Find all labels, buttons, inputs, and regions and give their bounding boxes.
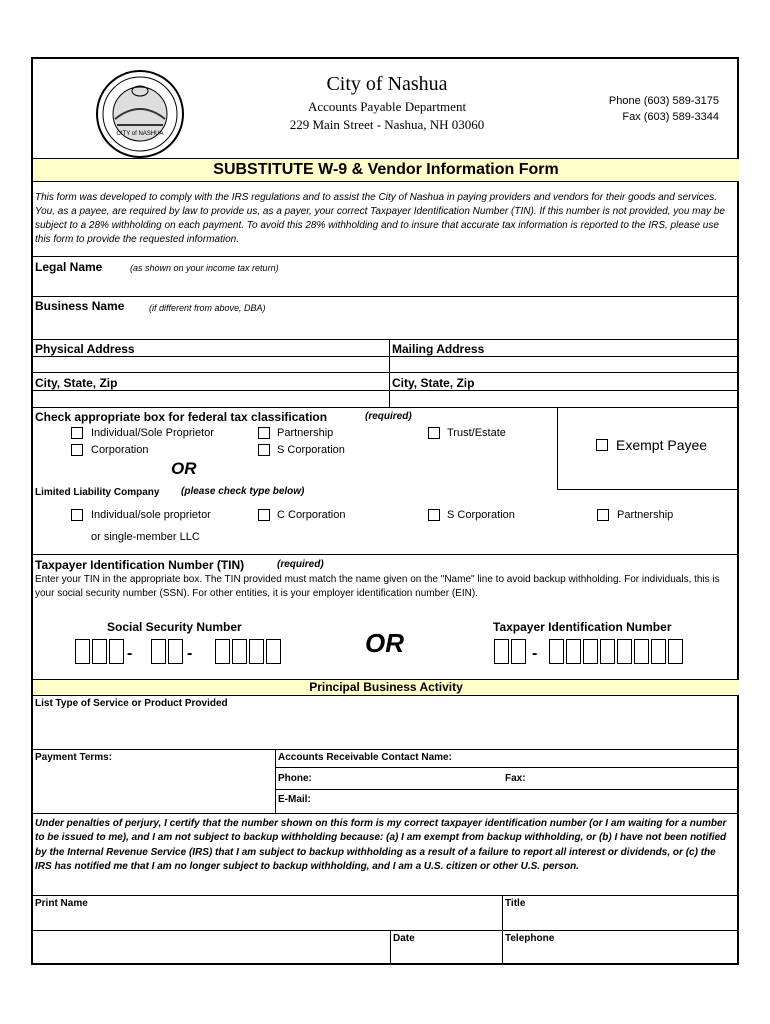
llc-s-corporation-checkbox[interactable] [428, 509, 440, 521]
header-fax: Fax (603) 589-3344 [622, 111, 719, 123]
trust-estate-checkbox[interactable] [428, 427, 440, 439]
header-phone: Phone (603) 589-3175 [608, 95, 719, 107]
principal-activity-title: Principal Business Activity [33, 680, 739, 695]
llc-c-corporation-label: C Corporation [277, 509, 346, 521]
ein-digit-2[interactable] [511, 639, 526, 664]
llc-s-corporation-label: S Corporation [447, 509, 515, 521]
ssn-label: Social Security Number [107, 620, 242, 634]
print-name-label: Print Name [35, 898, 88, 909]
ssn-digit-5[interactable] [168, 639, 183, 664]
ssn-digit-3[interactable] [109, 639, 124, 664]
business-name-label: Business Name [35, 299, 125, 313]
city-name: City of Nashua [326, 73, 448, 95]
trust-estate-label: Trust/Estate [447, 427, 506, 439]
phone-label: Phone: [278, 773, 312, 784]
corporation-checkbox[interactable] [71, 444, 83, 456]
form-frame [31, 57, 739, 965]
email-label: E-Mail: [278, 794, 311, 805]
title-label: Title [505, 898, 526, 909]
fax-label: Fax: [505, 773, 526, 784]
exempt-payee-label: Exempt Payee [616, 437, 708, 453]
ar-contact-label: Accounts Receivable Contact Name: [278, 752, 452, 763]
business-name-hint: (if different from above, DBA) [149, 303, 266, 313]
ssn-digit-2[interactable] [92, 639, 107, 664]
llc-sub-label: or single-member LLC [91, 531, 200, 543]
certification-text: Under penalties of perjury, I certify that the number shown on this form is my correct taxpayer identification number (or I am waiting for a number to be issued to me), and I am not subject to backup withholding because: (a) I am exempt from backup withholding, or (b) I have not been notified by the Internal Revenue Service (IRS) that I am subject to backup withholding as a result of a failure to report all interest or dividends, or (c) the IRS has notified me that I am no longer subject to backup withholding, and I am a U.S. citizen or other U.S. person. [35, 818, 727, 873]
partnership-checkbox[interactable] [258, 427, 270, 439]
ein-digit-3[interactable] [549, 639, 564, 664]
mailing-address-label: Mailing Address [392, 342, 485, 356]
llc-individual-checkbox[interactable] [71, 509, 83, 521]
telephone-label: Telephone [505, 933, 555, 944]
s-corporation-label: S Corporation [277, 444, 345, 456]
service-label: List Type of Service or Product Provided [35, 698, 228, 709]
ssn-digit-4[interactable] [151, 639, 166, 664]
individual-sole-proprietor-label: Individual/Sole Proprietor [91, 427, 214, 439]
llc-hint: (please check type below) [181, 486, 305, 497]
partnership-label: Partnership [277, 427, 334, 439]
city-state-zip-right: City, State, Zip [392, 376, 475, 390]
ssn-dash-2: - [187, 645, 193, 662]
tin-or: OR [365, 628, 404, 658]
llc-individual-label: Individual/sole proprietor [91, 509, 211, 521]
ein-digit-1[interactable] [494, 639, 509, 664]
intro-text: This form was developed to comply with the IRS regulations and to assist the City of Nashua in paying providers and vendors for their goods and services. You, as a payee, are required by law to provide us, as a payer, your correct Taxpayer Identification Number (TIN). If this number is not provided, you may be subject to a 28% withholding on each payment. To avoid this 28% withholding and to insure that accurate tax information is reported to the IRS, please use this form to provide the requested information. [35, 192, 725, 245]
header-address: 229 Main Street - Nashua, NH 03060 [289, 117, 485, 132]
tax-class-required: (required) [365, 411, 412, 422]
ssn-digit-8[interactable] [249, 639, 264, 664]
llc-partnership-checkbox[interactable] [597, 509, 609, 521]
corporation-label: Corporation [91, 444, 149, 456]
ein-digit-6[interactable] [600, 639, 615, 664]
physical-address-label: Physical Address [35, 342, 135, 356]
ssn-dash-1: - [127, 645, 133, 662]
date-label: Date [393, 933, 415, 944]
llc-c-corporation-checkbox[interactable] [258, 509, 270, 521]
llc-partnership-label: Partnership [617, 509, 674, 521]
ein-dash: - [532, 645, 538, 662]
ein-digit-8[interactable] [634, 639, 649, 664]
ein-digit-7[interactable] [617, 639, 632, 664]
tax-class-label: Check appropriate box for federal tax classification [35, 410, 328, 424]
form-title: SUBSTITUTE W-9 & Vendor Information Form [33, 159, 739, 181]
city-state-zip-left: City, State, Zip [35, 376, 118, 390]
tax-class-or: OR [171, 459, 197, 478]
tin-label: Taxpayer Identification Number (TIN) [35, 558, 245, 572]
exempt-payee-checkbox[interactable] [596, 439, 608, 451]
s-corporation-checkbox[interactable] [258, 444, 270, 456]
ein-digit-5[interactable] [583, 639, 598, 664]
ein-label: Taxpayer Identification Number [493, 620, 672, 634]
ssn-digit-6[interactable] [215, 639, 230, 664]
svg-text:CITY of NASHUA: CITY of NASHUA [116, 131, 164, 137]
tin-required: (required) [277, 559, 324, 570]
legal-name-hint: (as shown on your income tax return) [130, 263, 279, 273]
legal-name-label: Legal Name [35, 260, 103, 274]
ein-digit-4[interactable] [566, 639, 581, 664]
ssn-digit-1[interactable] [75, 639, 90, 664]
payment-terms-label: Payment Terms: [35, 752, 113, 763]
ssn-digit-9[interactable] [266, 639, 281, 664]
tin-instructions: Enter your TIN in the appropriate box. The TIN provided must match the name given on the "Name" line to avoid backup withholding. For individuals, this is your social security number (SSN). For other entities, it is your employer identification number (EIN). [35, 574, 720, 599]
ssn-digit-7[interactable] [232, 639, 247, 664]
ein-digit-9[interactable] [651, 639, 666, 664]
ein-digit-10[interactable] [668, 639, 683, 664]
department: Accounts Payable Department [307, 99, 467, 114]
llc-label: Limited Liability Company [35, 487, 160, 498]
individual-sole-proprietor-checkbox[interactable] [71, 427, 83, 439]
